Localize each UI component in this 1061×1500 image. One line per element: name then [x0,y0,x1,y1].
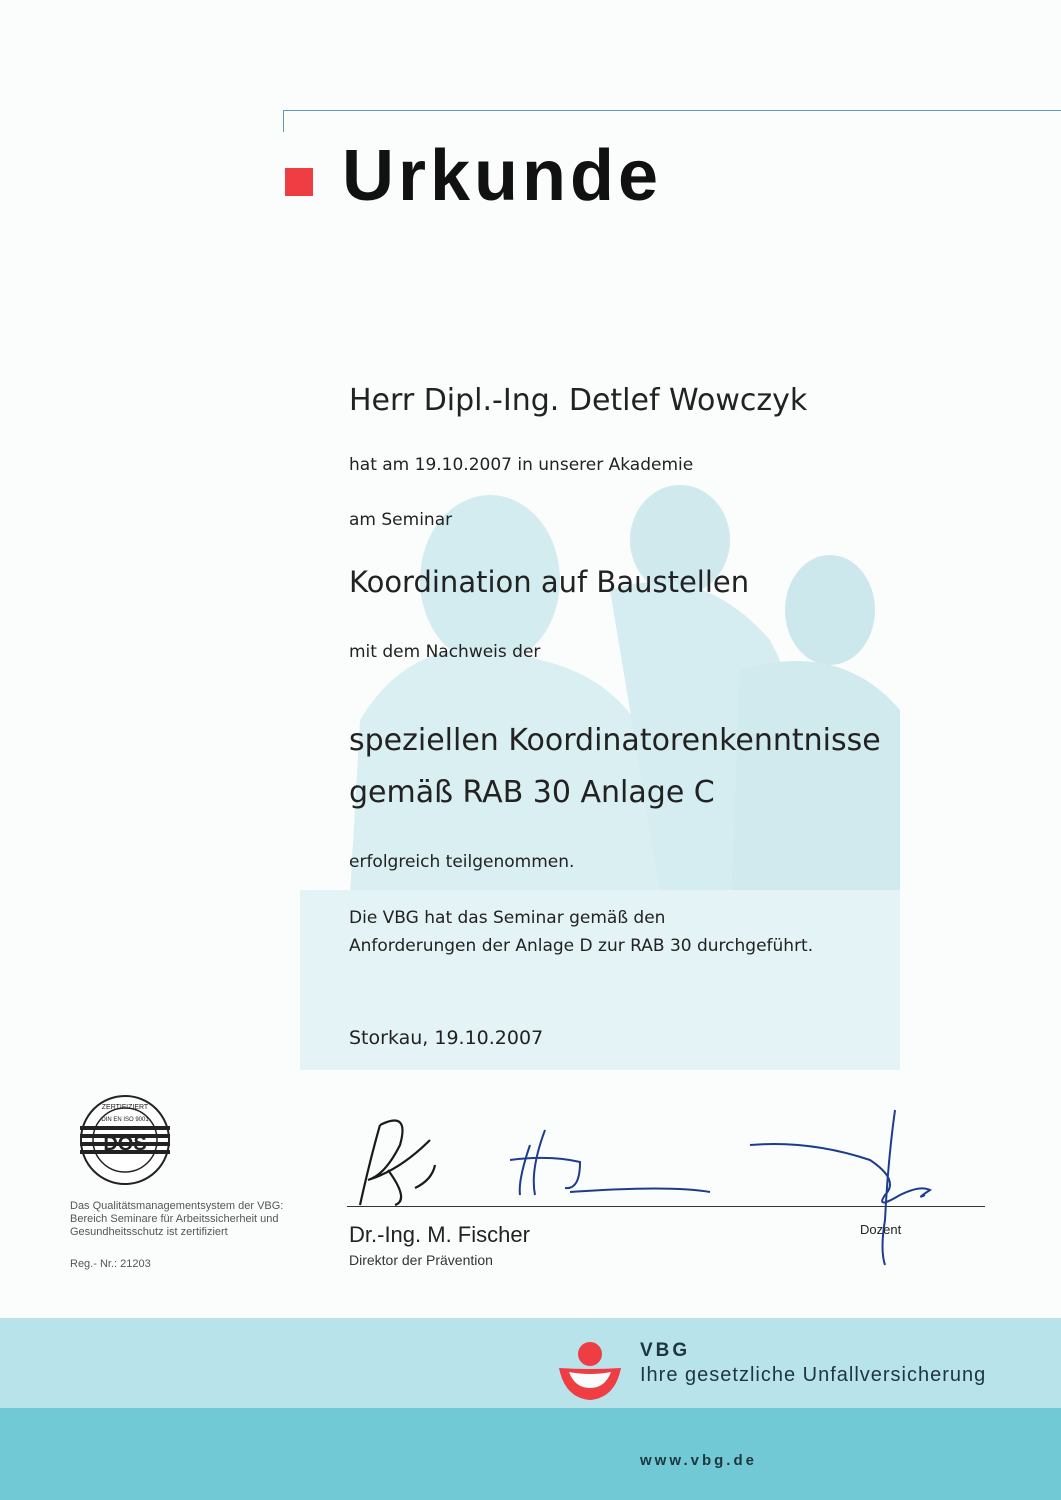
quality-line-2: Bereich Seminare für Arbeitssicherheit und [70,1213,279,1225]
knowledge-line-1: speziellen Koordinatorenkenntnisse [349,723,881,758]
seal-text-top: ZERTIFIZIERT [101,1104,149,1111]
signer-role: Direktor der Prävention [349,1252,493,1268]
registration-number: Reg.- Nr.: 21203 [70,1258,151,1270]
recipient-name: Herr Dipl.-Ing. Detlef Wowczyk [349,383,808,418]
proof-line: mit dem Nachweis der [349,642,541,662]
footer-band-dark [0,1408,1061,1500]
quality-line-3: Gesundheitsschutz ist zertifiziert [70,1226,228,1238]
vbg-tagline: Ihre gesetzliche Unfallversicherung [640,1364,987,1386]
signature-line [347,1206,985,1207]
quality-statement [70,1200,330,1239]
signer-name: Dr.-Ing. M. Fischer [349,1222,530,1247]
vbg-logo-icon [555,1340,625,1402]
statement-line-2: Anforderungen der Anlage D zur RAB 30 durchgeführt. [349,936,814,956]
dozent-label: Dozent [860,1222,902,1237]
certification-seal [70,1092,180,1192]
knowledge-block [349,715,881,819]
title-marker [285,168,313,196]
statement-line-1: Die VBG hat das Seminar gemäß den [349,908,666,928]
vbg-brand: VBG [640,1340,691,1361]
top-rule [283,110,1061,111]
footer-band-light [0,1318,1061,1408]
date-line: hat am 19.10.2007 in unserer Akademie [349,455,694,475]
seminar-intro: am Seminar [349,510,453,530]
seal-text-mark: DQS [103,1133,147,1155]
statement-block [349,904,813,960]
certificate-title: Urkunde [342,136,663,216]
vbg-url: www.vbg.de [640,1452,757,1469]
top-rule-corner [283,110,284,132]
knowledge-line-2: gemäß RAB 30 Anlage C [349,775,715,810]
quality-line-1: Das Qualitätsmanagementsystem der VBG: [70,1200,284,1212]
seal-text-standard: DIN EN ISO 9001 [101,1117,149,1123]
success-line: erfolgreich teilgenommen. [349,852,575,872]
place-date: Storkau, 19.10.2007 [349,1027,544,1049]
seminar-title: Koordination auf Baustellen [349,565,750,599]
